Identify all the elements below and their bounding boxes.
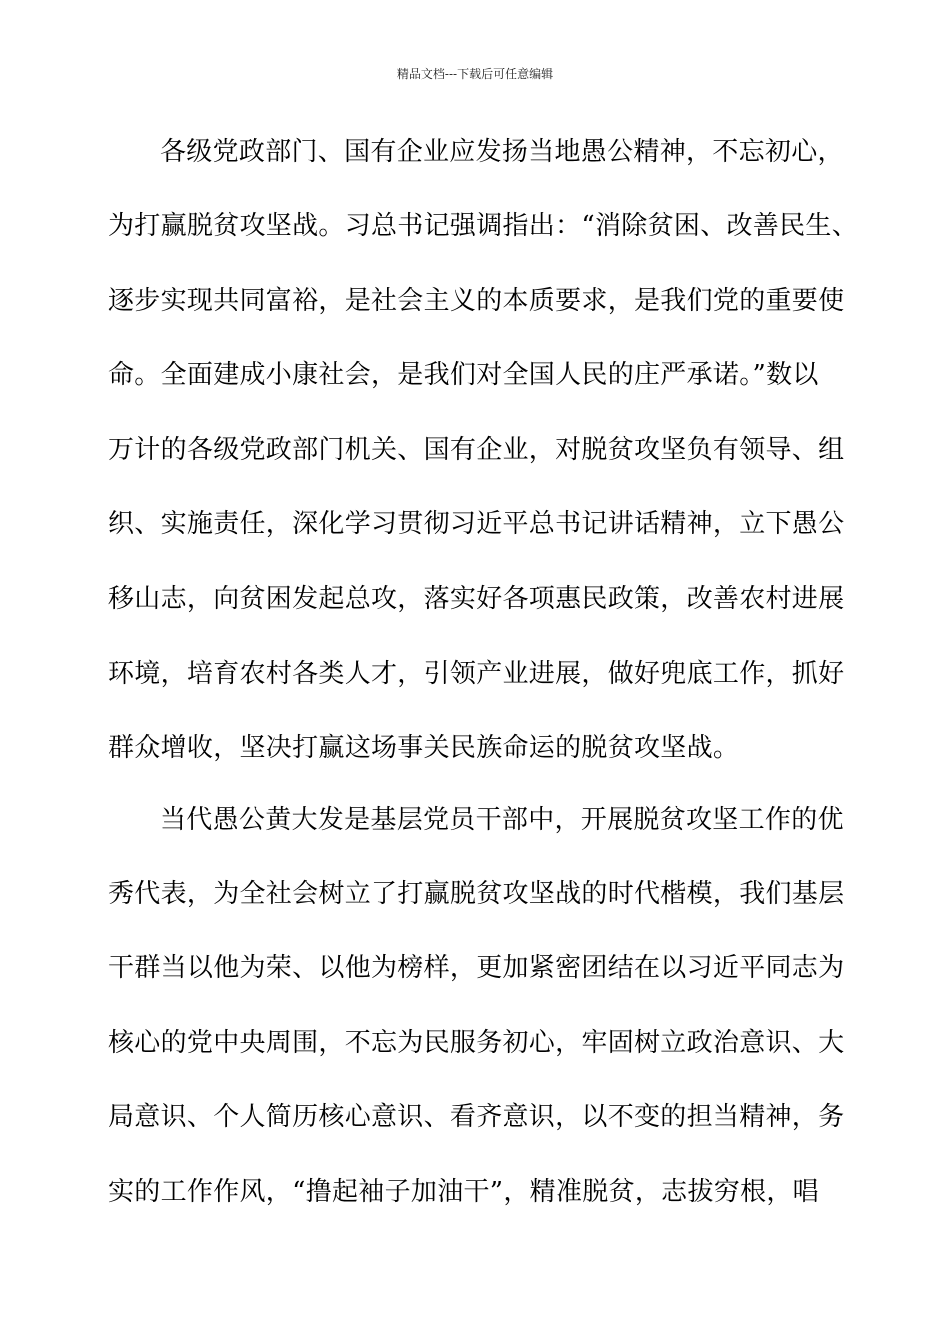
paragraph-line: 各级党政部门、国有企业应发扬当地愚公精神，不忘初心， (160, 137, 844, 167)
paragraph-line: 群众增收，坚决打赢这场事关民族命运的脱贫攻坚战。 (108, 733, 740, 763)
paragraph-line: 为打赢脱贫攻坚战。习总书记强调指出：“消除贫困、改善民生、 (108, 211, 858, 241)
paragraph-line: 命。全面建成小康社会，是我们对全国人民的庄严承诺。”数以 (108, 360, 819, 390)
paragraph-line: 万计的各级党政部门机关、国有企业，对脱贫攻坚负有领导、组 (108, 435, 845, 465)
paragraph-line: 干群当以他为荣、以他为榜样，更加紧密团结在以习近平同志为 (108, 953, 845, 983)
paragraph-line: 秀代表，为全社会树立了打赢脱贫攻坚战的时代楷模，我们基层 (108, 879, 845, 909)
paragraph-line: 逐步实现共同富裕，是社会主义的本质要求，是我们党的重要使 (108, 286, 845, 316)
paragraph-line: 移山志，向贫困发起总攻，落实好各项惠民政策，改善农村进展 (108, 584, 845, 614)
paragraph-line: 实的工作作风，“撸起袖子加油干”，精准脱贫，志拔穷根，唱 (108, 1177, 819, 1207)
paragraph-line: 当代愚公黄大发是基层党员干部中，开展脱贫攻坚工作的优 (160, 805, 844, 835)
paragraph-line: 织、实施责任，深化学习贯彻习近平总书记讲话精神，立下愚公 (108, 509, 845, 539)
paragraph-line: 核心的党中央周围，不忘为民服务初心，牢固树立政治意识、大 (108, 1028, 845, 1058)
paragraph-line: 环境，培育农村各类人才，引领产业进展，做好兜底工作，抓好 (108, 659, 845, 689)
paragraph-line: 局意识、个人简历核心意识、看齐意识，以不变的担当精神，务 (108, 1102, 845, 1132)
page-header: 精品文档---下载后可任意编辑 (396, 67, 554, 81)
